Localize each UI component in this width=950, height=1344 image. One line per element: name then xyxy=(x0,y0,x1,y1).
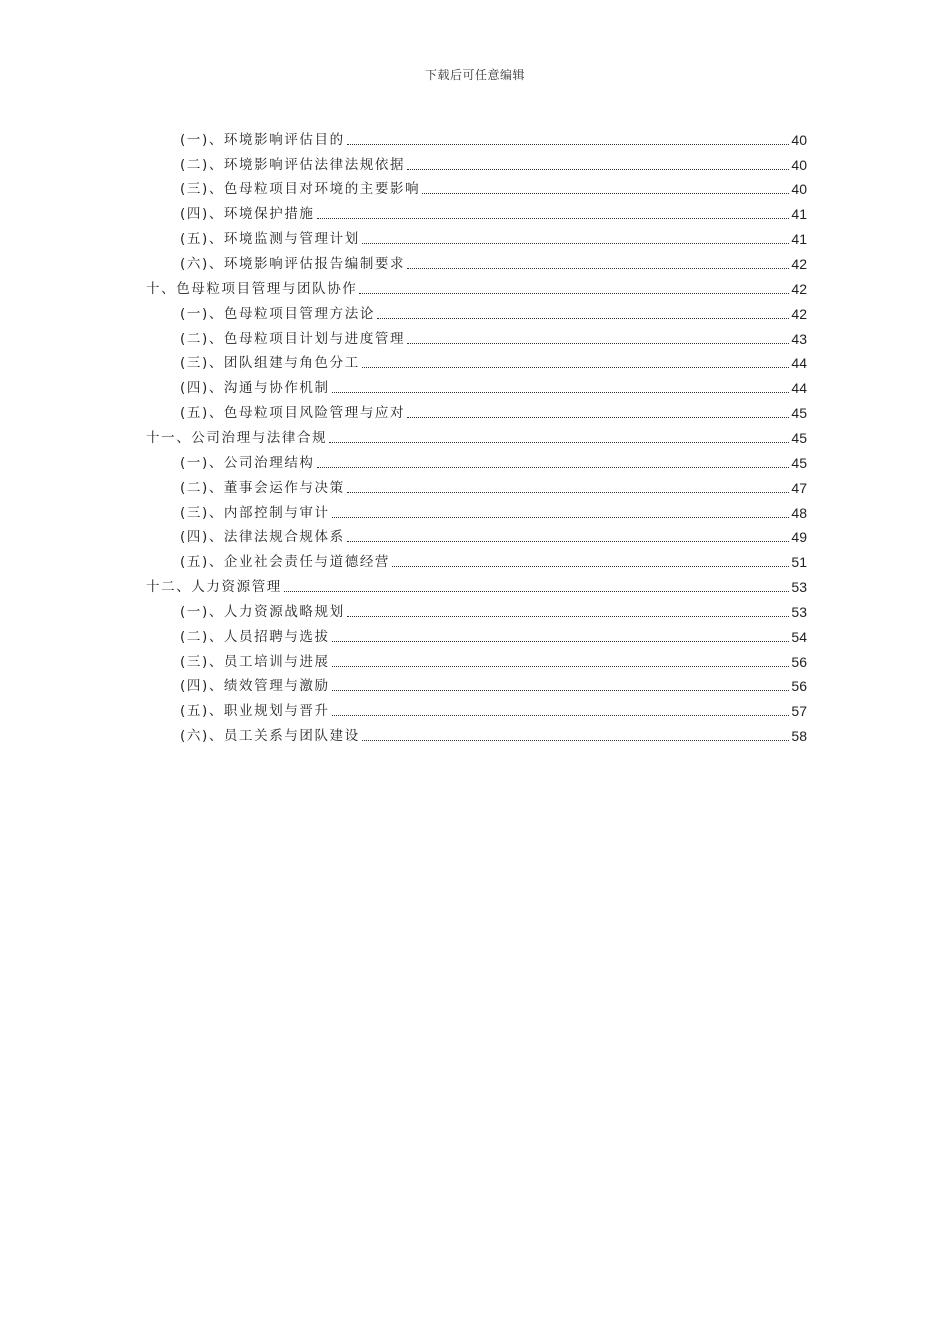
toc-section-entry[interactable] xyxy=(180,546,807,571)
toc-dot-leader xyxy=(362,739,790,741)
toc-entry-title: (四)、法律法规合规体系 xyxy=(180,529,345,546)
toc-entry-title: (五)、企业社会责任与道德经营 xyxy=(180,554,391,571)
toc-entry-title: (五)、职业规划与晋升 xyxy=(180,703,330,720)
toc-page-number: 44 xyxy=(791,380,807,397)
toc-section-entry[interactable] xyxy=(180,348,807,373)
toc-dot-leader xyxy=(347,491,790,493)
toc-entry-title: (六)、环境影响评估报告编制要求 xyxy=(180,256,406,273)
toc-entry-title: (一)、色母粒项目管理方法论 xyxy=(180,305,375,322)
toc-dot-leader xyxy=(407,267,789,269)
toc-page-number: 40 xyxy=(791,131,807,148)
toc-dot-leader xyxy=(407,342,789,344)
toc-entry-title: 十二、人力资源管理 xyxy=(146,579,282,596)
toc-section-entry[interactable] xyxy=(180,447,807,472)
toc-page-number: 45 xyxy=(791,405,807,422)
toc-page-number: 48 xyxy=(791,504,807,521)
toc-section-entry[interactable] xyxy=(180,497,807,522)
toc-section-entry[interactable] xyxy=(180,646,807,671)
toc-dot-leader xyxy=(317,217,790,219)
toc-section-entry[interactable] xyxy=(180,298,807,323)
toc-dot-leader xyxy=(332,689,790,691)
toc-entry-title: (三)、内部控制与审计 xyxy=(180,504,330,521)
toc-entry-title: (二)、人员招聘与选拔 xyxy=(180,628,330,645)
toc-page-number: 56 xyxy=(791,653,807,670)
toc-page-number: 42 xyxy=(791,280,807,297)
toc-entry-title: (六)、员工关系与团队建设 xyxy=(180,728,360,745)
toc-chapter-entry[interactable] xyxy=(146,273,807,298)
toc-section-entry[interactable] xyxy=(180,397,807,422)
toc-dot-leader xyxy=(347,615,790,617)
toc-section-entry[interactable] xyxy=(180,373,807,398)
toc-section-entry[interactable] xyxy=(180,472,807,497)
toc-chapter-entry[interactable] xyxy=(146,571,807,596)
toc-page-number: 45 xyxy=(791,429,807,446)
toc-page-number: 42 xyxy=(791,256,807,273)
toc-entry-title: (四)、绩效管理与激励 xyxy=(180,678,330,695)
toc-entry-title: (二)、环境影响评估法律法规依据 xyxy=(180,156,406,173)
toc-dot-leader xyxy=(359,292,789,294)
toc-dot-leader xyxy=(407,416,789,418)
toc-chapter-entry[interactable] xyxy=(146,422,807,447)
toc-page-number: 44 xyxy=(791,355,807,372)
toc-entry-title: (五)、色母粒项目风险管理与应对 xyxy=(180,405,406,422)
toc-entry-title: (四)、沟通与协作机制 xyxy=(180,380,330,397)
toc-dot-leader xyxy=(422,192,789,194)
toc-dot-leader xyxy=(332,391,790,393)
toc-page-number: 43 xyxy=(791,330,807,347)
toc-page-number: 41 xyxy=(791,231,807,248)
toc-entry-title: (三)、团队组建与角色分工 xyxy=(180,355,360,372)
toc-entry-title: (二)、色母粒项目计划与进度管理 xyxy=(180,330,406,347)
toc-dot-leader xyxy=(347,143,790,145)
toc-page-number: 45 xyxy=(791,454,807,471)
toc-entry-title: (五)、环境监测与管理计划 xyxy=(180,231,360,248)
toc-dot-leader xyxy=(377,317,789,319)
toc-section-entry[interactable] xyxy=(180,671,807,696)
toc-dot-leader xyxy=(317,466,790,468)
toc-section-entry[interactable] xyxy=(180,696,807,721)
toc-entry-title: (二)、董事会运作与决策 xyxy=(180,479,345,496)
toc-page-number: 49 xyxy=(791,529,807,546)
toc-section-entry[interactable] xyxy=(180,199,807,224)
toc-dot-leader xyxy=(329,441,789,443)
toc-section-entry[interactable] xyxy=(180,323,807,348)
download-edit-note: 下载后可任意编辑 xyxy=(424,68,525,82)
toc-page-number: 41 xyxy=(791,206,807,223)
toc-dot-leader xyxy=(392,565,789,567)
toc-section-entry[interactable] xyxy=(180,223,807,248)
toc-page-number: 54 xyxy=(791,628,807,645)
toc-page-number: 58 xyxy=(791,728,807,745)
toc-entry-title: (一)、公司治理结构 xyxy=(180,454,315,471)
toc-dot-leader xyxy=(332,516,790,518)
toc-entry-title: 十一、公司治理与法律合规 xyxy=(146,429,328,446)
toc-section-entry[interactable] xyxy=(180,174,807,199)
toc-dot-leader xyxy=(332,640,790,642)
toc-page-number: 57 xyxy=(791,703,807,720)
toc-page-number: 40 xyxy=(791,181,807,198)
toc-page-number: 53 xyxy=(791,579,807,596)
toc-page-number: 42 xyxy=(791,305,807,322)
toc-page-number: 51 xyxy=(791,554,807,571)
toc-page-number: 56 xyxy=(791,678,807,695)
toc-entry-title: (三)、色母粒项目对环境的主要影响 xyxy=(180,181,421,198)
toc-entry-title: 十、色母粒项目管理与团队协作 xyxy=(146,280,358,297)
toc-page-number: 40 xyxy=(791,156,807,173)
toc-entry-title: (三)、员工培训与进展 xyxy=(180,653,330,670)
toc-section-entry[interactable] xyxy=(180,621,807,646)
toc-dot-leader xyxy=(407,168,789,170)
toc-entry-title: (一)、人力资源战略规划 xyxy=(180,603,345,620)
toc-section-entry[interactable] xyxy=(180,124,807,149)
toc-section-entry[interactable] xyxy=(180,720,807,745)
toc-section-entry[interactable] xyxy=(180,596,807,621)
toc-section-entry[interactable] xyxy=(180,248,807,273)
toc-dot-leader xyxy=(362,366,790,368)
toc-page-number: 53 xyxy=(791,603,807,620)
toc-dot-leader xyxy=(362,242,790,244)
toc-entry-title: (四)、环境保护措施 xyxy=(180,206,315,223)
toc-page-number: 47 xyxy=(791,479,807,496)
toc-dot-leader xyxy=(332,665,790,667)
toc-dot-leader xyxy=(332,714,790,716)
toc-section-entry[interactable] xyxy=(180,149,807,174)
toc-dot-leader xyxy=(347,540,790,542)
toc-section-entry[interactable] xyxy=(180,522,807,547)
toc-entry-title: (一)、环境影响评估目的 xyxy=(180,131,345,148)
toc-dot-leader xyxy=(284,590,790,592)
